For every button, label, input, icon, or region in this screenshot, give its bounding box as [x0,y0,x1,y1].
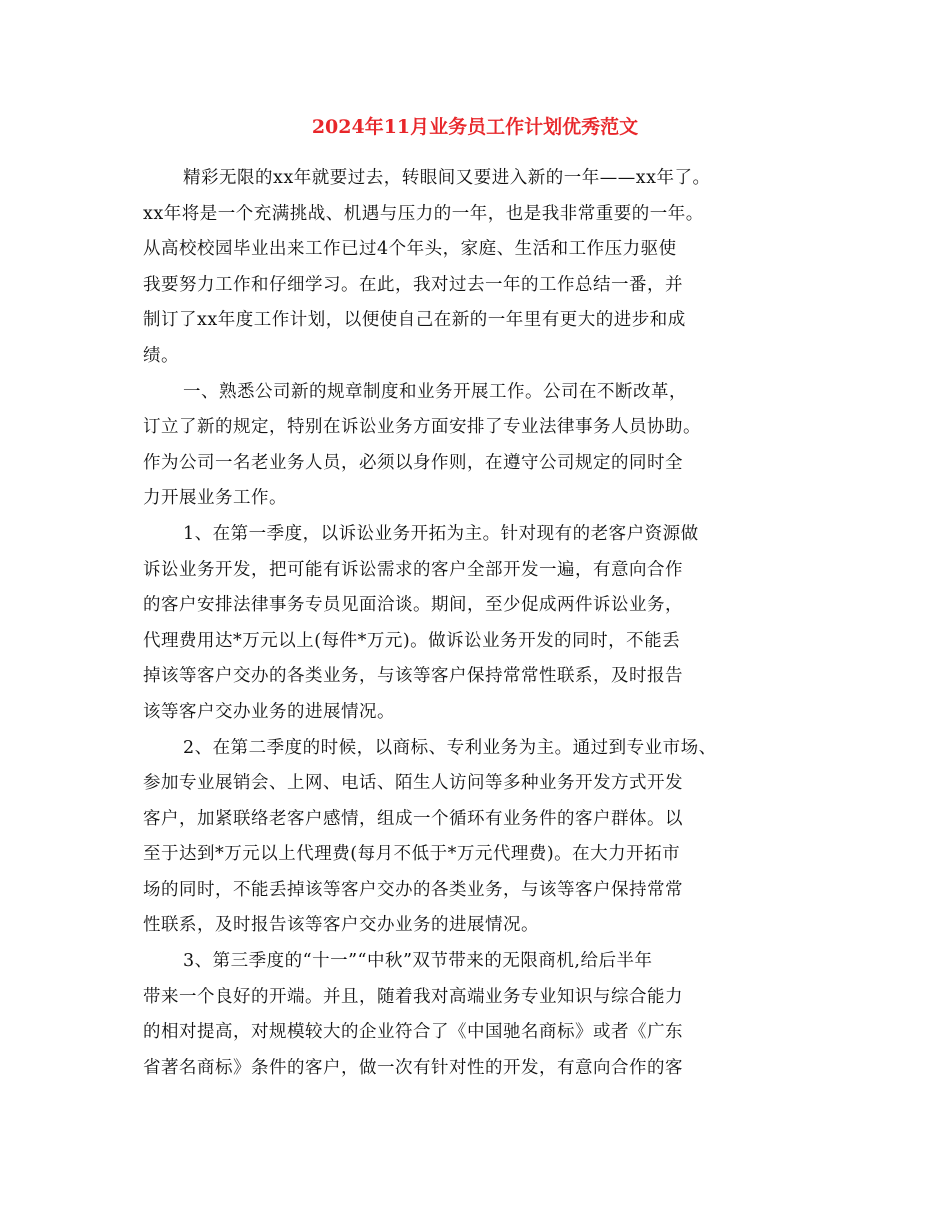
body-text-line: 3、第三季度的“十一”“中秋”双节带来的无限商机,给后半年 [183,951,653,972]
body-text-line: 场的同时，不能丢掉该等客户交办的各类业务，与该等客户保持常常 [143,879,683,900]
body-text-line: 的相对提高，对规模较大的企业符合了《中国驰名商标》或者《广东 [143,1022,683,1043]
body-text-line: 从高校校园毕业出来工作已过4个年头，家庭、生活和工作压力驱使 [143,239,677,260]
body-text-line: 绩。 [143,345,179,366]
body-text-line: 的客户安排法律事务专员见面洽谈。期间，至少促成两件诉讼业务， [143,595,683,616]
body-text-line: 代理费用达*万元以上(每件*万元)。做诉讼业务开发的同时，不能丢 [143,630,681,651]
body-text-line: 性联系，及时报告该等客户交办业务的进展情况。 [143,915,539,936]
body-text-line: 精彩无限的xx年就要过去，转眼间又要进入新的一年——xx年了。 [183,168,711,188]
body-text-line: 带来一个良好的开端。并且，随着我对高端业务专业知识与综合能力 [143,986,683,1007]
body-text-line: 1、在第一季度，以诉讼业务开拓为主。针对现有的老客户资源做 [183,523,699,544]
body-text-line: 2、在第二季度的时候，以商标、专利业务为主。通过到专业市场、 [183,737,717,758]
body-text-line: 作为公司一名老业务人员，必须以身作则，在遵守公司规定的同时全 [143,452,683,473]
body-text-line: 力开展业务工作。 [143,488,287,509]
body-text-line: xx年将是一个充满挑战、机遇与压力的一年，也是我非常重要的一年。 [143,203,704,224]
document-title: 2024年11月业务员工作计划优秀范文 [311,116,639,138]
body-text-line: 客户，加紧联络老客户感情，组成一个循环有业务件的客户群体。以 [143,808,683,829]
body-text-line: 诉讼业务开发，把可能有诉讼需求的客户全部开发一遍，有意向合作 [143,559,683,580]
body-text-line: 参加专业展销会、上网、电话、陌生人访问等多种业务开发方式开发 [143,773,683,794]
body-text-line: 至于达到*万元以上代理费(每月不低于*万元代理费)。在大力开拓市 [143,844,681,865]
body-text-line: 该等客户交办业务的进展情况。 [143,701,395,722]
body-text-line: 省著名商标》条件的客户，做一次有针对性的开发，有意向合作的客 [143,1057,683,1078]
body-text-line: 一、熟悉公司新的规章制度和业务开展工作。公司在不断改革， [183,381,687,402]
body-text-line: 制订了xx年度工作计划，以便使自己在新的一年里有更大的进步和成 [143,310,686,331]
body-text-line: 掉该等客户交办的各类业务，与该等客户保持常常性联系，及时报告 [143,666,683,687]
body-text-line: 订立了新的规定，特别在诉讼业务方面安排了专业法律事务人员协助。 [143,417,701,438]
document-body [143,161,833,1086]
body-text-line: 我要努力工作和仔细学习。在此，我对过去一年的工作总结一番，并 [143,274,683,295]
